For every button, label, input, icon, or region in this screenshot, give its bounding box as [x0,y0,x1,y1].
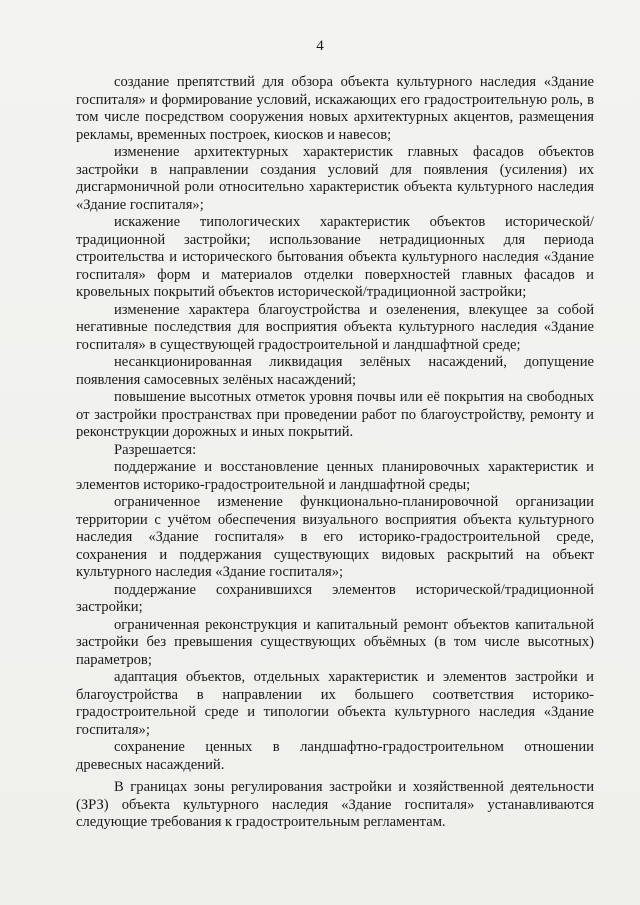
section-heading: Разрешается: [114,441,197,458]
paragraph: ограниченная реконструкция и капитальный ремонт объектов капитальной застройки без превышения существующих объёмных (в том числе высотных) параметров; [76,616,594,668]
paragraph: В границах зоны регулирования застройки и хозяйственной деятельности (ЗРЗ) объекта культурного наследия «Здание госпиталя» устанавливаются следующие требования к градостроительным регламентам. [76,779,594,830]
paragraph: сохранение ценных в ландшафтно-градостроительном отношении древесных насаждений. [76,739,594,773]
paragraph: создание препятствий для обзора объекта культурного наследия «Здание госпиталя» и формирование условий, искажающих его градостроительную роль, в том числе посредством сооружения новых архитектурных акцентов, размещения рекламы, временных построек, киосков и навесов; [76,74,594,143]
paragraph: повышение высотных отметок уровня почвы или её покрытия на свободных от застройки пространствах при проведении работ по благоустройству, ремонту и реконструкции дорожных и иных покрытий. [76,389,594,440]
paragraph: изменение архитектурных характеристик главных фасадов объектов застройки в направлении создания условий для появления (усиления) их дисгармоничной роли относительно характеристик объекта культурного наследия «Здание госпиталя»; [76,144,594,213]
paragraph: несанкционированная ликвидация зелёных насаждений, допущение появления самосевных зелёных насаждений; [76,354,594,388]
page-number: 4 [316,38,324,54]
paragraph: адаптация объектов, отдельных характеристик и элементов застройки и благоустройства в направлении их большего соответствия историко-градостроительной среде и типологии объекта культурного наследия «Здание госпиталя»; [76,669,594,738]
paragraph: ограниченное изменение функционально-планировочной организации территории с учётом обеспечения визуального восприятия объекта культурного наследия «Здание госпиталя» в его историко-градостроительной среде, сохранения и поддержания существующих видовых раскрытий на объект культурного наследия «Здание госпиталя»; [76,494,594,580]
paragraph: искажение типологических характеристик объектов исторической/традиционной застройки; использование нетрадиционных для периода строительства и исторического бытования объекта культурного наследия «Здание госпиталя» форм и материалов отделки поверхностей главных фасадов и кровельных покрытий объектов исторической/традиционной застройки; [76,214,594,300]
document-body [76,74,594,832]
paragraph: поддержание и восстановление ценных планировочных характеристик и элементов историко-градостроительной и ландшафтной среды; [76,459,594,493]
paragraph: поддержание сохранившихся элементов исторической/традиционной застройки; [76,581,594,615]
paragraph: изменение характера благоустройства и озеленения, влекущее за собой негативные последствия для восприятия объекта культурного наследия «Здание госпиталя» в существующей градостроительной и ландшафтной среде; [76,301,594,353]
